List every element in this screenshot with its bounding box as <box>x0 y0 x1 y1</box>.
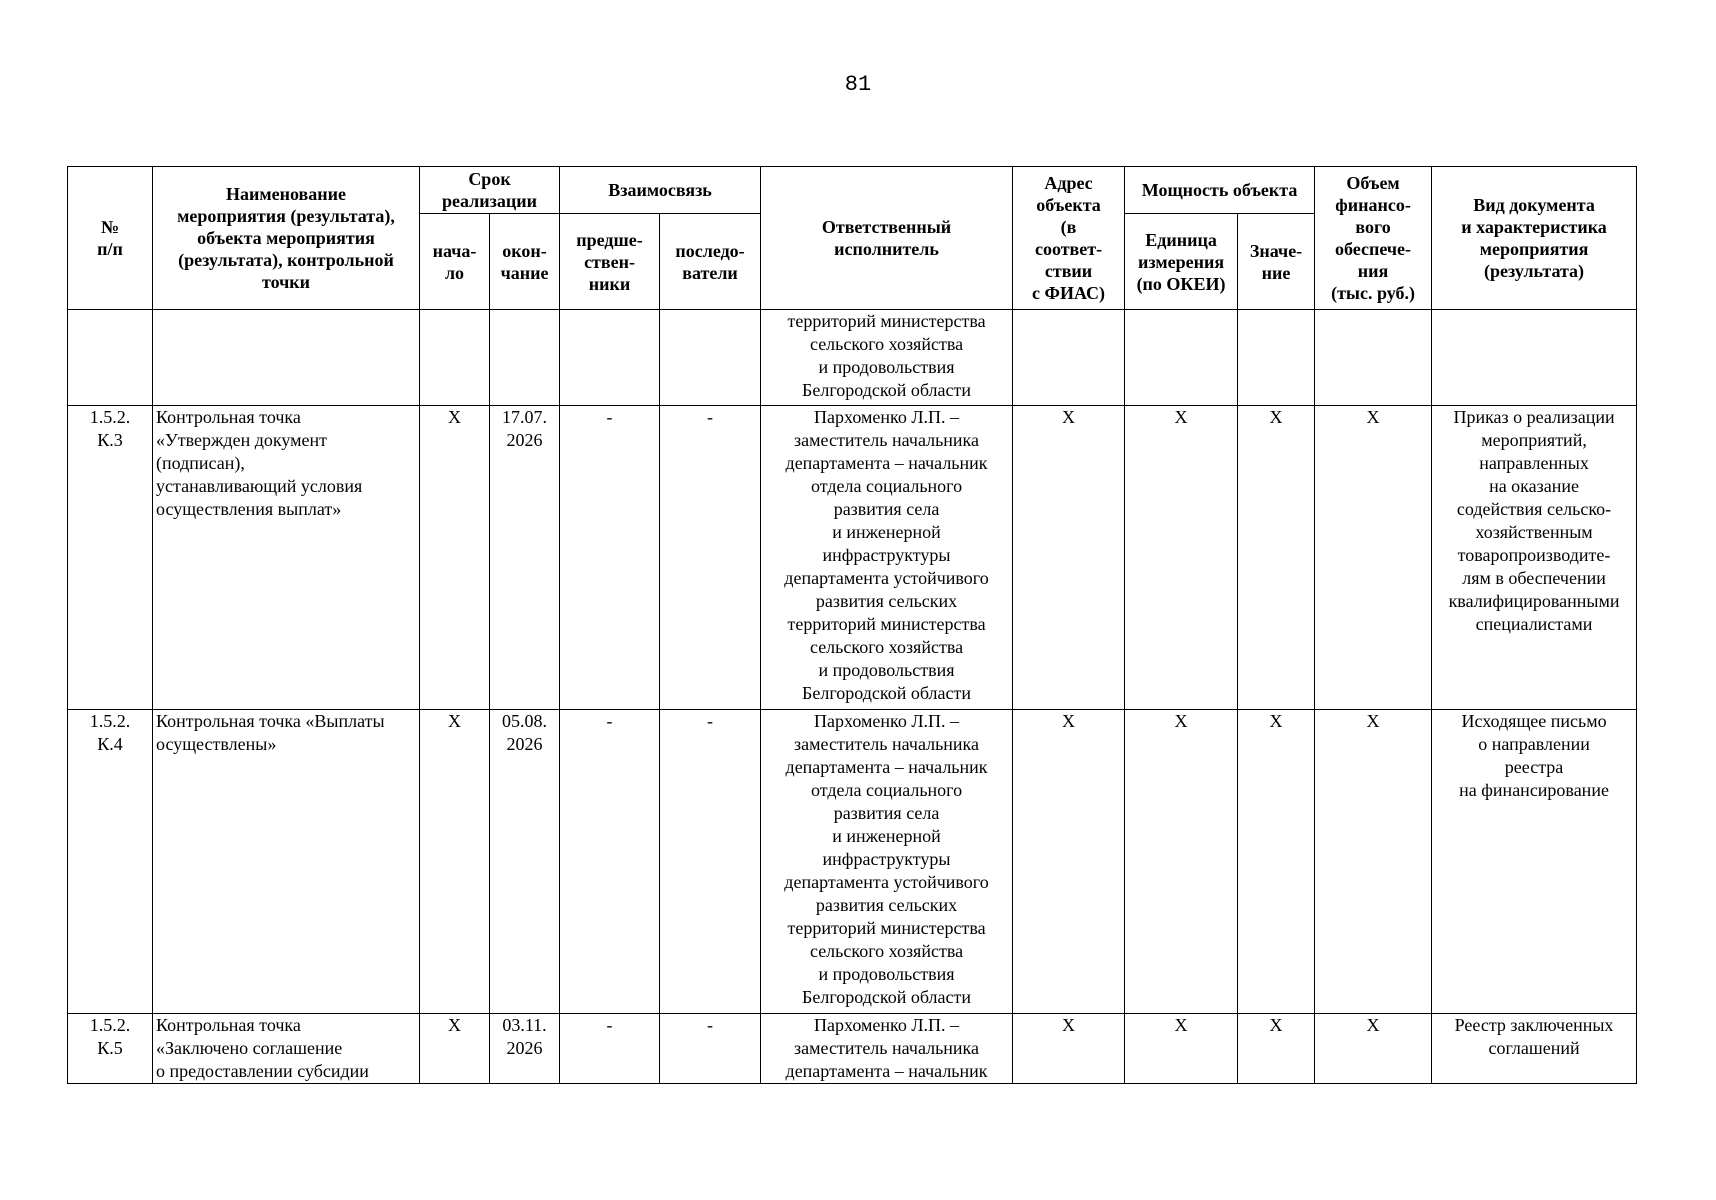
cell-num: 1.5.2. К.5 <box>68 1014 153 1084</box>
cell-executor: Пархоменко Л.П. – заместитель начальника департамента – начальник отдела социального развития села и инженерной инфраструктуры департамента устойчивого развития сельских территорий министерства сельского хозяйства и продовольствия Белгородской области <box>761 406 1013 710</box>
cell-prev: - <box>560 1014 660 1084</box>
cell-start <box>420 310 490 406</box>
cell-address: X <box>1013 406 1125 710</box>
cell-doc: Исходящее письмо о направлении реестра на финансирование <box>1432 710 1637 1014</box>
cell-start: X <box>420 406 490 710</box>
header-link-next: последо- ватели <box>660 214 761 310</box>
cell-end: 03.11. 2026 <box>490 1014 560 1084</box>
cell-num: 1.5.2. К.3 <box>68 406 153 710</box>
header-finance: Объем финансо- вого обеспече- ния (тыс. руб.) <box>1315 167 1432 310</box>
cell-end: 17.07. 2026 <box>490 406 560 710</box>
cell-prev: - <box>560 406 660 710</box>
cell-finance: X <box>1315 406 1432 710</box>
header-link-prev: предше- ствен- ники <box>560 214 660 310</box>
table-row <box>68 710 1637 1014</box>
table-header <box>68 167 1637 310</box>
header-term-start: нача- ло <box>420 214 490 310</box>
activity-plan-table <box>67 166 1637 1084</box>
header-name: Наименование мероприятия (результата), объекта мероприятия (результата), контрольной точки <box>153 167 420 310</box>
header-term: Срок реализации <box>420 167 560 214</box>
cell-finance: X <box>1315 710 1432 1014</box>
cell-value: X <box>1238 710 1315 1014</box>
table-row <box>68 310 1637 406</box>
cell-address <box>1013 310 1125 406</box>
cell-start: X <box>420 710 490 1014</box>
cell-next: - <box>660 1014 761 1084</box>
cell-address: X <box>1013 710 1125 1014</box>
cell-prev: - <box>560 710 660 1014</box>
cell-name: Контрольная точка «Заключено соглашение о предоставлении субсидии <box>153 1014 420 1084</box>
header-capacity-value: Значе- ние <box>1238 214 1315 310</box>
header-capacity: Мощность объекта <box>1125 167 1315 214</box>
header-term-end: окон- чание <box>490 214 560 310</box>
cell-unit <box>1125 310 1238 406</box>
cell-value: X <box>1238 406 1315 710</box>
cell-next <box>660 310 761 406</box>
cell-address: X <box>1013 1014 1125 1084</box>
cell-next: - <box>660 710 761 1014</box>
cell-end <box>490 310 560 406</box>
cell-num <box>68 310 153 406</box>
page-number: 81 <box>844 72 872 97</box>
header-num: № п/п <box>68 167 153 310</box>
cell-name <box>153 310 420 406</box>
header-capacity-unit: Единица измерения (по ОКЕИ) <box>1125 214 1238 310</box>
cell-finance: X <box>1315 1014 1432 1084</box>
cell-name: Контрольная точка «Утвержден документ (подписан), устанавливающий условия осуществления выплат» <box>153 406 420 710</box>
cell-start: X <box>420 1014 490 1084</box>
cell-unit: X <box>1125 710 1238 1014</box>
cell-doc: Приказ о реализации мероприятий, направленных на оказание содействия сельско- хозяйственным товаропроизводите- лям в обеспечении квалифицированными специалистами <box>1432 406 1637 710</box>
cell-finance <box>1315 310 1432 406</box>
table-row <box>68 406 1637 710</box>
cell-executor: территорий министерства сельского хозяйства и продовольствия Белгородской области <box>761 310 1013 406</box>
header-executor: Ответственный исполнитель <box>761 167 1013 310</box>
cell-next: - <box>660 406 761 710</box>
cell-value: X <box>1238 1014 1315 1084</box>
cell-executor: Пархоменко Л.П. – заместитель начальника департамента – начальник <box>761 1014 1013 1084</box>
header-doc: Вид документа и характеристика мероприятия (результата) <box>1432 167 1637 310</box>
cell-unit: X <box>1125 1014 1238 1084</box>
header-link: Взаимосвязь <box>560 167 761 214</box>
cell-name: Контрольная точка «Выплаты осуществлены» <box>153 710 420 1014</box>
cell-num: 1.5.2. К.4 <box>68 710 153 1014</box>
cell-value <box>1238 310 1315 406</box>
cell-end: 05.08. 2026 <box>490 710 560 1014</box>
cell-prev <box>560 310 660 406</box>
table-row <box>68 1014 1637 1084</box>
cell-executor: Пархоменко Л.П. – заместитель начальника департамента – начальник отдела социального развития села и инженерной инфраструктуры департамента устойчивого развития сельских территорий министерства сельского хозяйства и продовольствия Белгородской области <box>761 710 1013 1014</box>
header-address: Адрес объекта (в соответ- ствии с ФИАС) <box>1013 167 1125 310</box>
cell-doc: Реестр заключенных соглашений <box>1432 1014 1637 1084</box>
cell-doc <box>1432 310 1637 406</box>
cell-unit: X <box>1125 406 1238 710</box>
